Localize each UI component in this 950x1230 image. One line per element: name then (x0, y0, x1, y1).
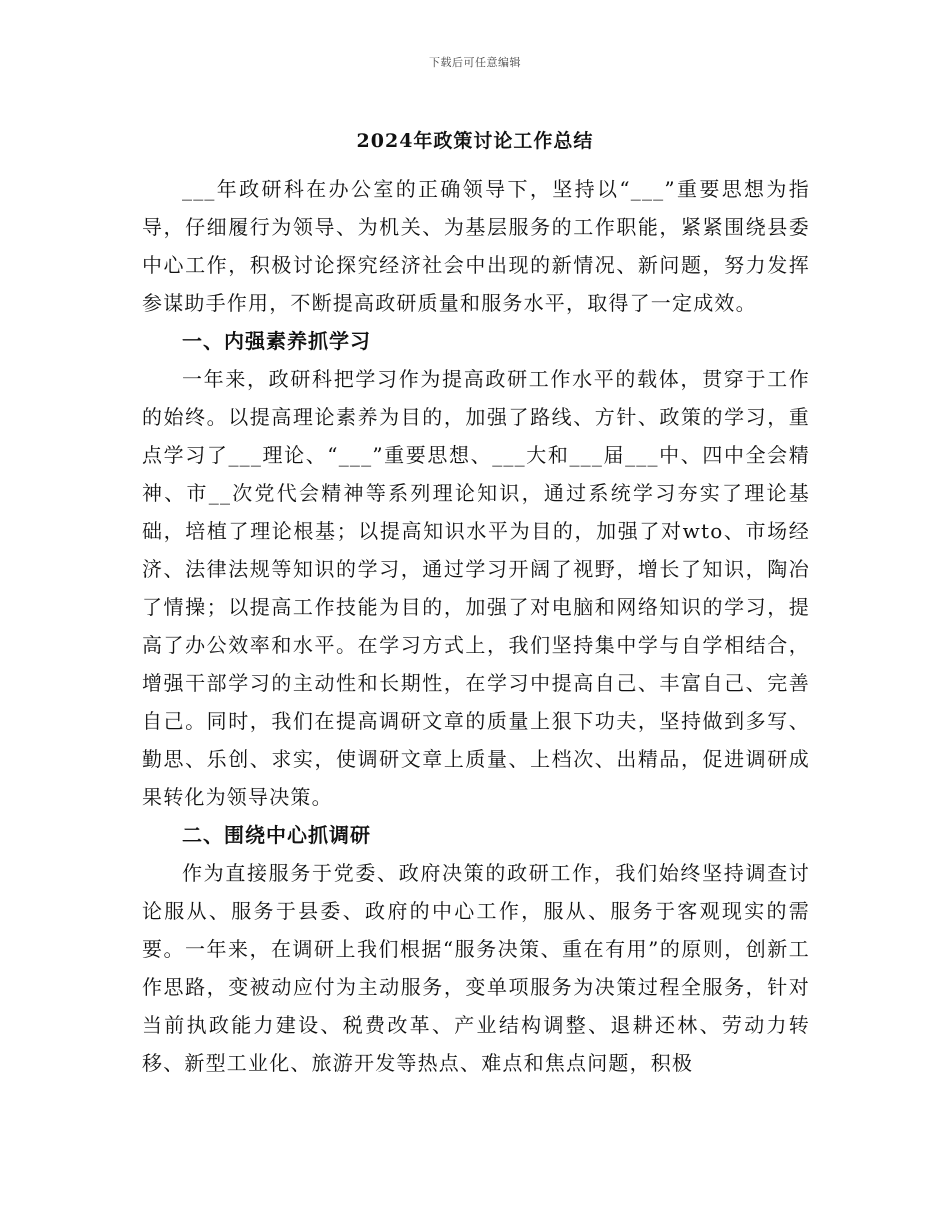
document-body (142, 170, 810, 1082)
section-1-paragraph: 一年来，政研科把学习作为提高政研工作水平的载体，贯穿于工作的始终。以提高理论素养为目的，加强了路线、方针、政策的学习，重点学习了___理论、“___”重要思想、___大和___届___中、四中全会精神、市__次党代会精神等系列理论知识，通过系统学习夯实了理论基础，培植了理论根基；以提高知识水平为目的，加强了对wto、市场经济、法律法规等知识的学习，通过学习开阔了视野，增长了知识，陶冶了情操；以提高工作技能为目的，加强了对电脑和网络知识的学习，提高了办公效率和水平。在学习方式上，我们坚持集中学与自学相结合，增强干部学习的主动性和长期性，在学习中提高自己、丰富自己、完善自己。同时，我们在提高调研文章的质量上狠下功夫，坚持做到多写、勤思、乐创、求实，使调研文章上质量、上档次、出精品，促进调研成果转化为领导决策。 (142, 367, 810, 809)
document-title: 2024年政策讨论工作总结 (356, 130, 594, 152)
section-2-paragraph: 作为直接服务于党委、政府决策的政研工作，我们始终坚持调查讨论服从、服务于县委、政府的中心工作，服从、服务于客观现实的需要。一年来，在调研上我们根据“服务决策、重在有用”的原则，创新工作思路，变被动应付为主动服务，变单项服务为决策过程全服务，针对当前执政能力建设、税费改革、产业结构调整、退耕还林、劳动力转移、新型工业化、旅游开发等热点、难点和焦点问题，积极 (142, 861, 810, 1075)
section-1-heading: 一、内强素养抓学习 (182, 329, 371, 353)
intro-paragraph: ___年政研科在办公室的正确领导下，坚持以“___”重要思想为指导，仔细履行为领导、为机关、为基层服务的工作职能，紧紧围绕县委中心工作，积极讨论探究经济社会中出现的新情况、新问题，努力发挥参谋助手作用，不断提高政研质量和服务水平，取得了一定成效。 (142, 177, 810, 315)
section-2-heading: 二、围绕中心抓调研 (182, 823, 371, 847)
page-header-note: 下载后可任意编辑 (429, 56, 521, 69)
